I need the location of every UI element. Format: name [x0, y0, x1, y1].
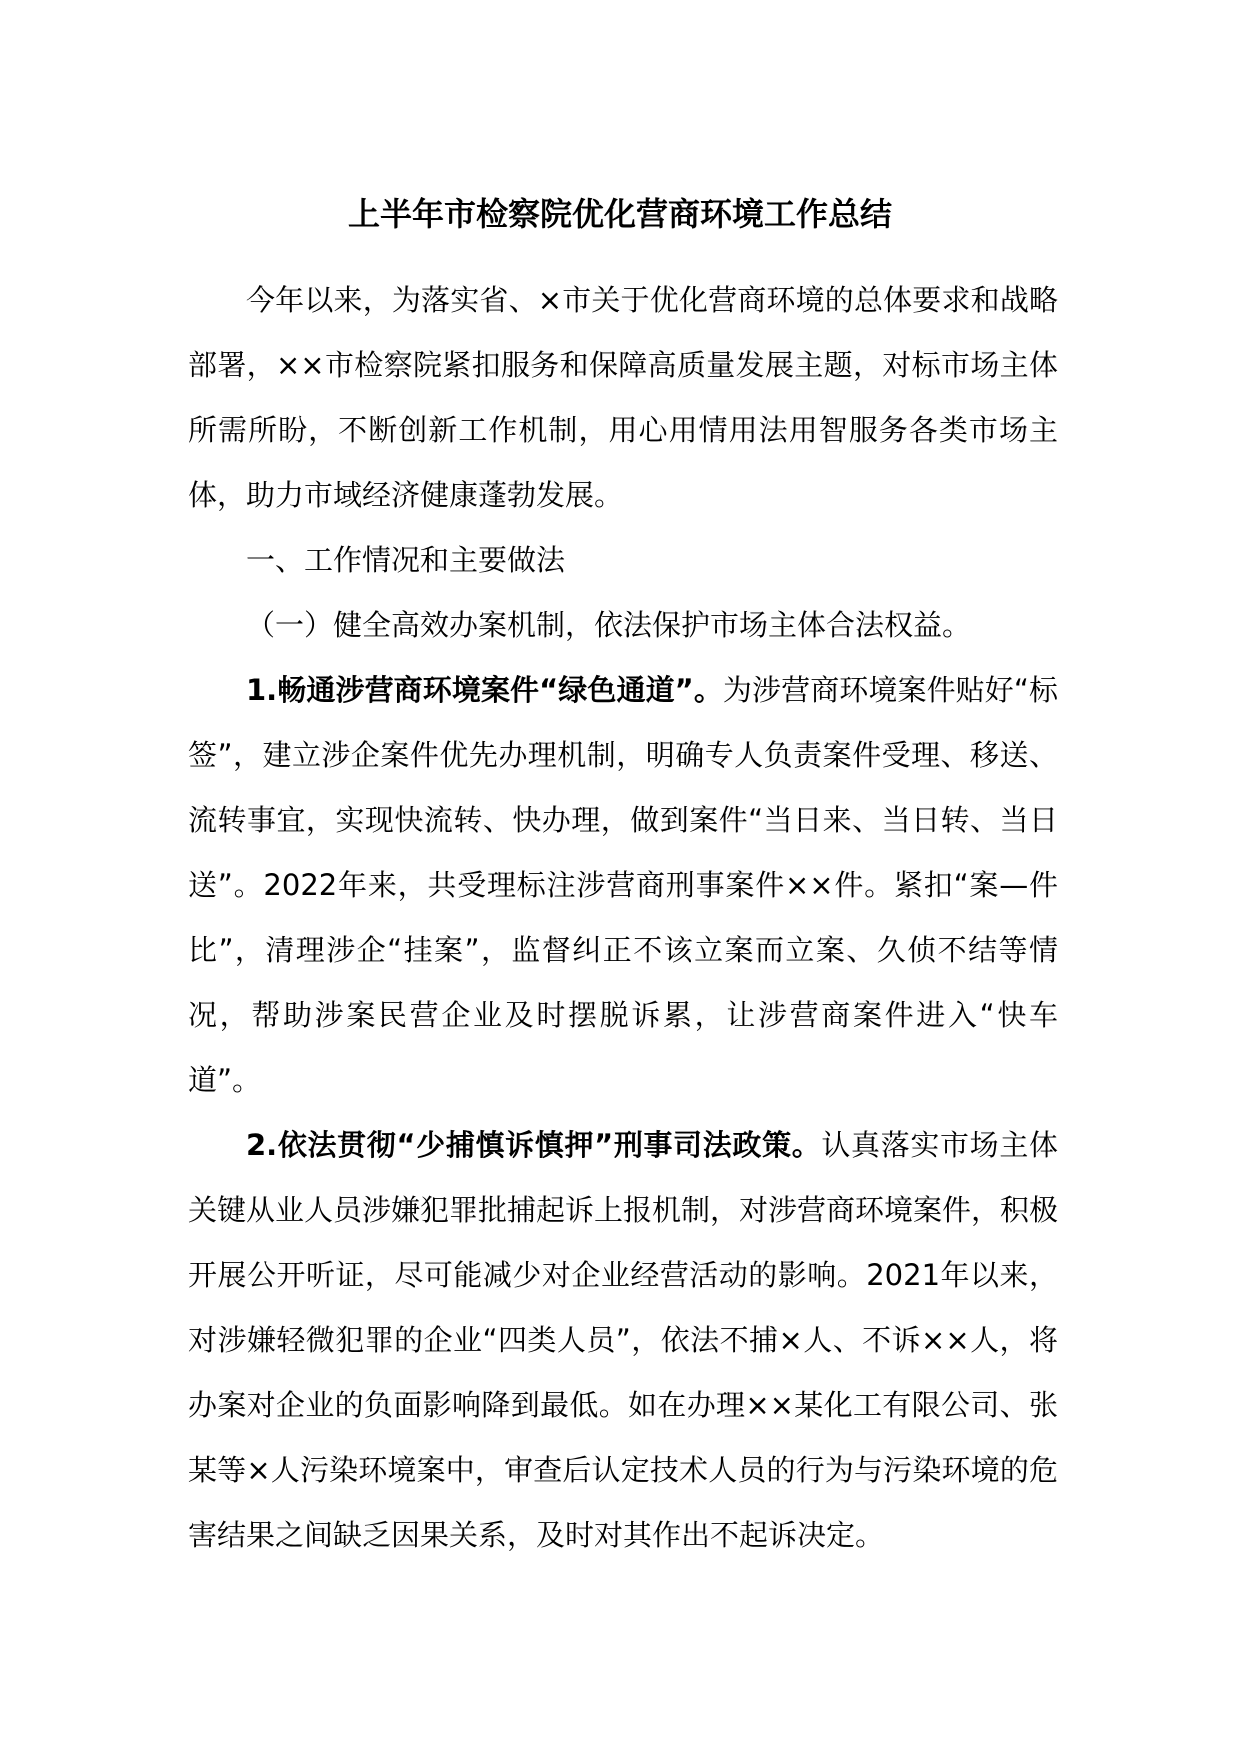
item-paragraph-1 [188, 658, 1058, 1113]
subsection-heading: （一）健全高效办案机制，依法保护市场主体合法权益。 [246, 608, 972, 642]
item-2-lead: 2.依法贯彻“少捕慎诉慎押”刑事司法政策。 [246, 1128, 822, 1162]
item-2-text: 认真落实市场主体关键从业人员涉嫌犯罪批捕起诉上报机制，对涉营商环境案件，积极开展公开听证，尽可能减少对企业经营活动的影响。2021年以来，对涉嫌轻微犯罪的企业“四类人员”，依法不捕×人、不诉××人，将办案对企业的负面影响降到最低。如在办理××某化工有限公司、张某等×人污染环境案中，审查后认定技术人员的行为与污染环境的危害结果之间缺乏因果关系，及时对其作出不起诉决定。 [188, 1128, 1059, 1552]
section-heading: 一、工作情况和主要做法 [246, 543, 566, 577]
item-1-lead: 1.畅通涉营商环境案件“绿色通道”。 [246, 673, 723, 707]
item-paragraph-2 [188, 1113, 1058, 1568]
intro-paragraph: 今年以来，为落实省、×市关于优化营商环境的总体要求和战略部署，××市检察院紧扣服务和保障高质量发展主题，对标市场主体所需所盼，不断创新工作机制，用心用情用法用智服务各类市场主体，助力市域经济健康蓬勃发展。 [188, 283, 1058, 512]
item-1-text: 为涉营商环境案件贴好“标签”，建立涉企案件优先办理机制，明确专人负责案件受理、移送、流转事宜，实现快流转、快办理，做到案件“当日来、当日转、当日送”。2022年来，共受理标注涉营商刑事案件××件。紧扣“案—件比”，清理涉企“挂案”，监督纠正不该立案而立案、久侦不结等情况，帮助涉案民营企业及时摆脱诉累，让涉营商案件进入“快车道”。 [188, 673, 1058, 1097]
document-body [188, 268, 1058, 1568]
document-title: 上半年市检察院优化营商环境工作总结 [347, 195, 892, 233]
